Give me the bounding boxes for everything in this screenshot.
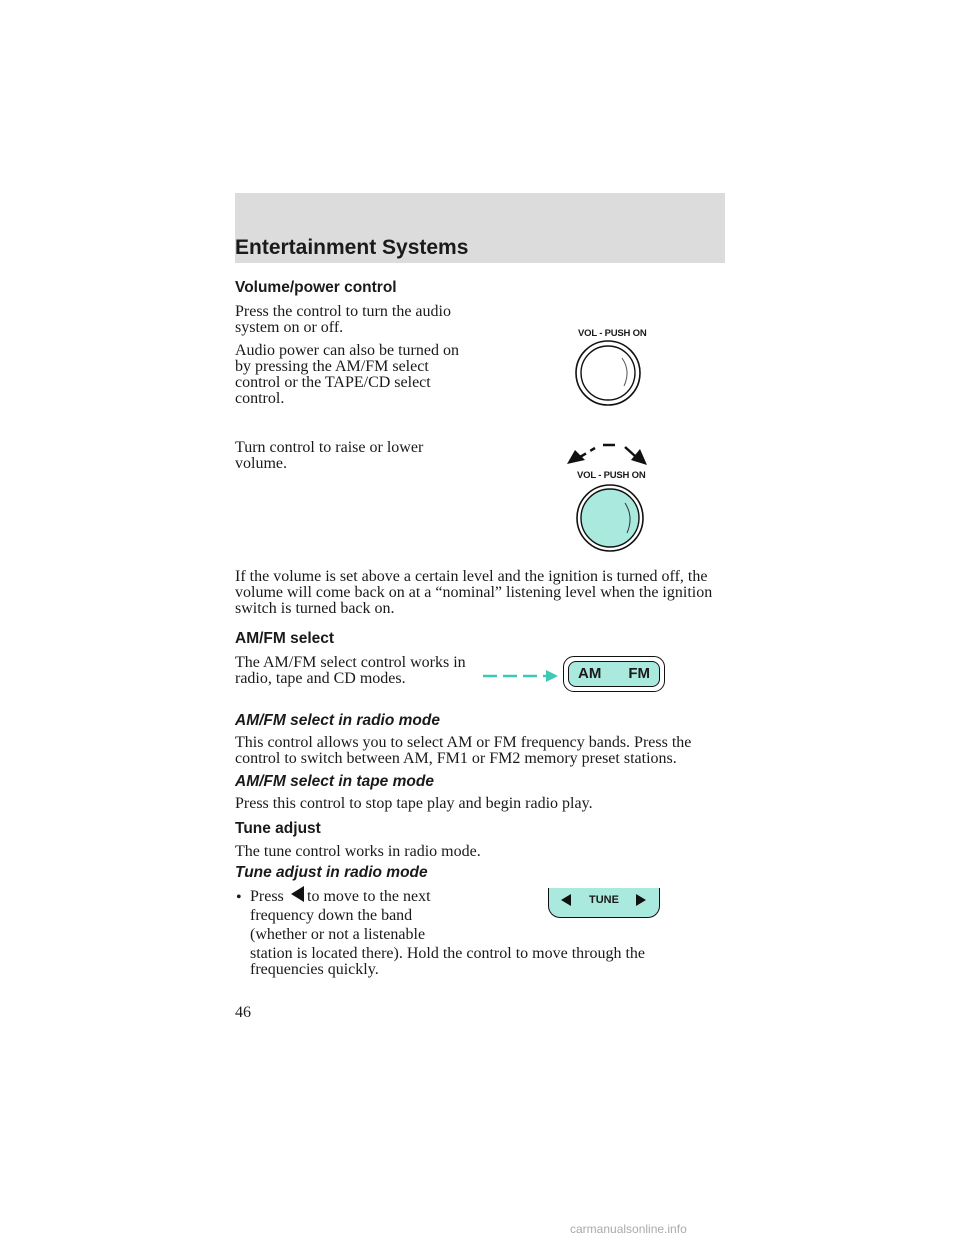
section-heading-volume: Volume/power control bbox=[235, 279, 397, 296]
bullet-dot: • bbox=[236, 889, 242, 906]
tune-button[interactable] bbox=[548, 888, 660, 918]
volume-para-2: Audio power can also be turned on by pressing the AM/FM select control or the TAPE/CD select control. bbox=[235, 342, 459, 407]
knob-label-turn: VOL - PUSH ON bbox=[577, 470, 646, 481]
volume-para-3: Turn control to raise or lower volume. bbox=[235, 439, 424, 472]
tune-para-1: The tune control works in radio mode. bbox=[235, 843, 481, 860]
bullet-press-word: Press bbox=[250, 888, 284, 905]
volume-knob-icon bbox=[573, 338, 643, 408]
fm-label: FM bbox=[628, 665, 650, 682]
section-heading-tune: Tune adjust bbox=[235, 820, 321, 837]
tune-down-arrow-icon bbox=[291, 886, 305, 902]
subheading-amfm-radio: AM/FM select in radio mode bbox=[235, 712, 440, 729]
amfm-button-frame bbox=[563, 656, 665, 692]
bullet-line-2: frequency down the band bbox=[250, 907, 413, 924]
volume-para-1: Press the control to turn the audio system on or off. bbox=[235, 303, 451, 336]
footer-watermark: carmanualsonline.info bbox=[570, 1222, 687, 1236]
page-title: Entertainment Systems bbox=[235, 236, 469, 259]
amfm-button[interactable] bbox=[568, 661, 660, 687]
volume-knob-turn-icon bbox=[574, 482, 646, 554]
bullet-rest: station is located there). Hold the control to move through the frequencies quickly. bbox=[250, 945, 646, 978]
amfm-tape-text: Press this control to stop tape play and begin radio play. bbox=[235, 795, 593, 812]
knob-label-push: VOL - PUSH ON bbox=[578, 328, 647, 339]
bullet-after-arrow: to move to the next bbox=[307, 888, 431, 905]
tune-label: TUNE bbox=[589, 894, 619, 906]
bullet-line-3: (whether or not a listenable bbox=[250, 926, 426, 943]
tune-right-arrow-icon bbox=[636, 894, 646, 906]
subheading-tune-radio: Tune adjust in radio mode bbox=[235, 864, 428, 881]
am-label: AM bbox=[578, 665, 602, 682]
page-number: 46 bbox=[235, 1004, 251, 1021]
rotate-arrows-icon bbox=[555, 438, 665, 473]
subheading-amfm-tape: AM/FM select in tape mode bbox=[235, 773, 434, 790]
amfm-radio-text: This control allows you to select AM or FM frequency bands. Press the control to switch between AM, FM1 or FM2 memory preset stations. bbox=[235, 734, 692, 767]
volume-para-4: If the volume is set above a certain level and the ignition is turned off, the volume will come back on at a “nominal” listening level when the ignition switch is turned back on. bbox=[235, 568, 713, 617]
tune-left-arrow-icon bbox=[561, 894, 571, 906]
amfm-para-1: The AM/FM select control works in radio, tape and CD modes. bbox=[235, 654, 466, 687]
section-heading-amfm: AM/FM select bbox=[235, 630, 335, 647]
